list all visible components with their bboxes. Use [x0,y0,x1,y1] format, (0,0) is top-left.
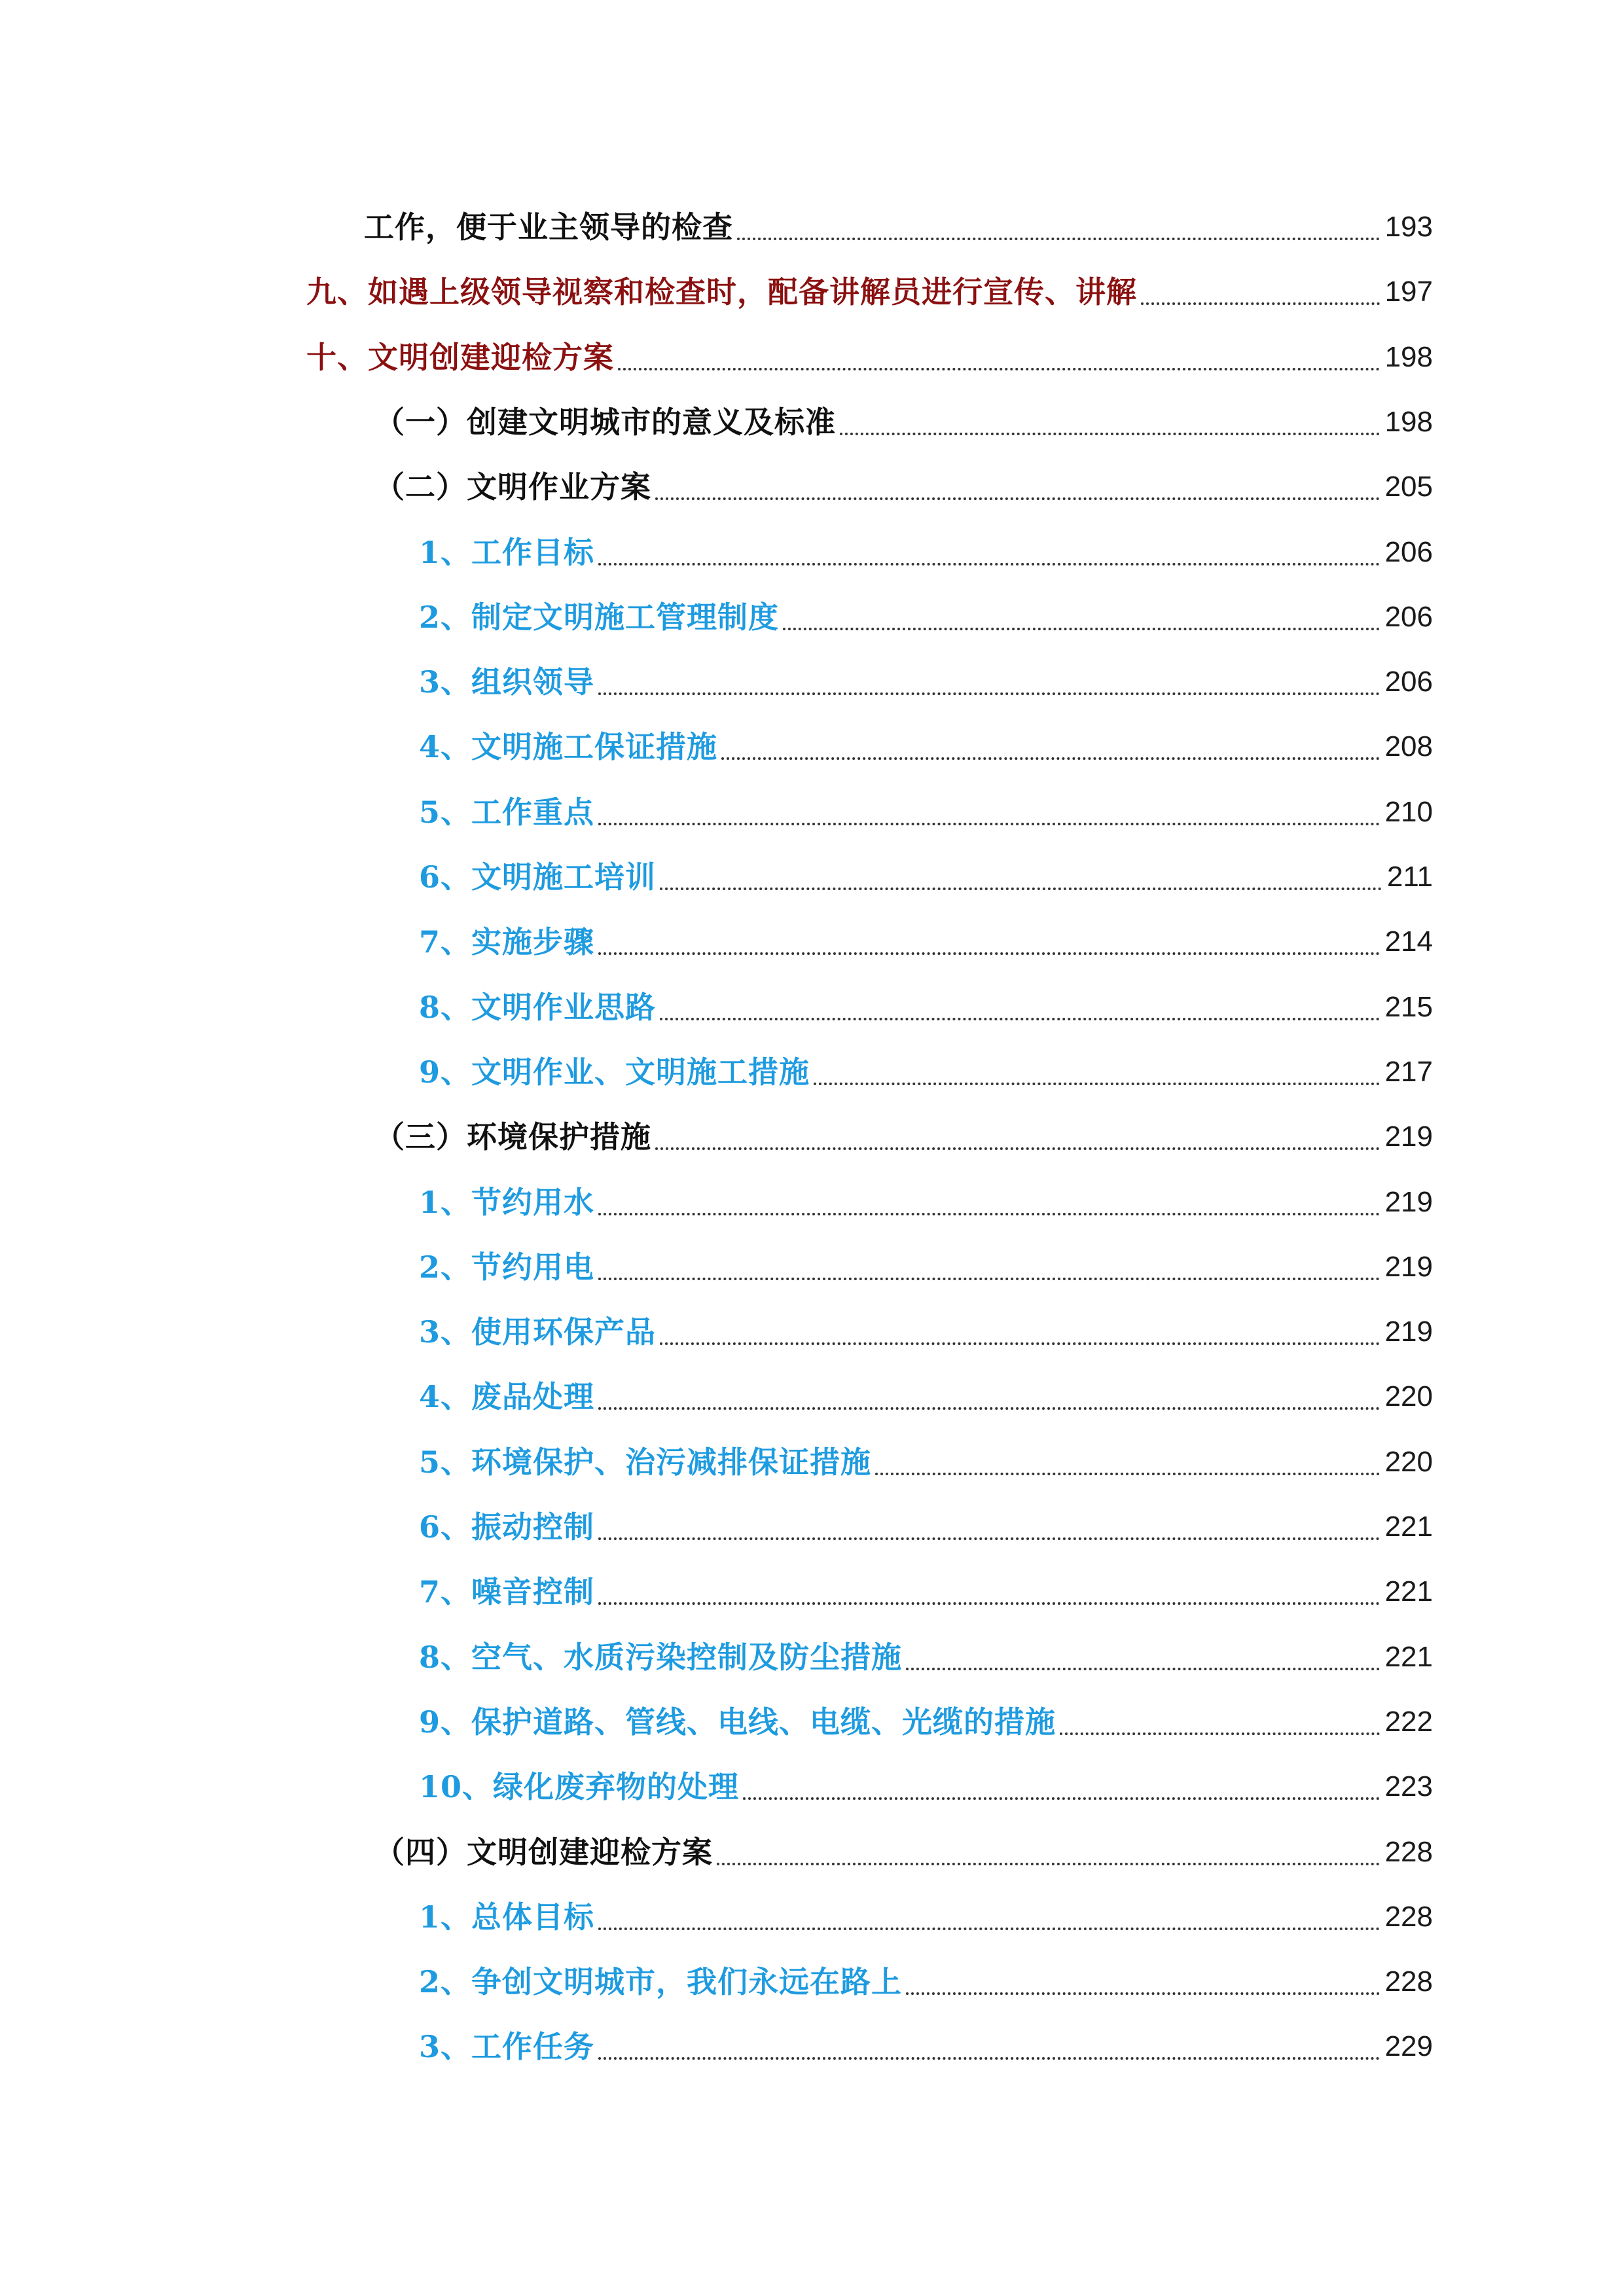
toc-entry[interactable] [419,1178,1433,1227]
toc-page-number: 206 [1384,666,1433,698]
toc-entry[interactable] [419,1048,1433,1096]
toc-entry-title: 4、文明施工保证措施 [419,729,718,765]
toc-entry[interactable] [374,398,1433,446]
toc-page-number: 219 [1384,1316,1433,1348]
dot-leader [875,1473,1380,1475]
dot-leader [598,692,1380,695]
toc-entry-title: 九、如遇上级领导视察和检查时，配备讲解员进行宣传、讲解 [306,274,1137,310]
toc-entry[interactable] [419,918,1433,966]
toc-entry-title: （四）文明创建迎检方案 [374,1834,713,1870]
toc-page-number: 229 [1384,2030,1433,2063]
toc-page-number: 206 [1384,600,1433,633]
toc-entry-title: 8、文明作业思路 [419,989,657,1025]
toc-page-number: 221 [1384,1511,1433,1543]
dot-leader [906,1668,1380,1670]
toc-entry[interactable] [419,853,1433,901]
toc-entry[interactable] [419,983,1433,1031]
toc-page-number: 220 [1384,1445,1433,1478]
dot-leader [598,2057,1380,2060]
toc-page-number: 228 [1384,1965,1433,1998]
toc-entry[interactable] [374,1828,1433,1876]
dot-leader [717,1863,1380,1865]
dot-leader [598,823,1380,825]
toc-page-number: 208 [1384,730,1433,763]
toc-page-number: 221 [1384,1640,1433,1673]
toc-entry-title: 3、组织领导 [419,664,595,700]
toc-entry[interactable] [419,788,1433,836]
toc-entry-title: 9、保护道路、管线、电线、电缆、光缆的措施 [419,1704,1056,1740]
toc-page-number: 219 [1384,1250,1433,1283]
toc-page-number: 217 [1384,1055,1433,1088]
toc-entry-title: 2、节约用电 [419,1249,595,1285]
toc-entry-title: 9、文明作业、文明施工措施 [419,1054,810,1090]
toc-entry[interactable] [419,1698,1433,1746]
dot-leader [598,1602,1380,1605]
toc-entry[interactable] [419,1438,1433,1486]
dot-leader [660,888,1382,890]
toc-entry[interactable] [419,1308,1433,1356]
dot-leader [737,238,1380,240]
dot-leader [598,1407,1380,1410]
toc-entry-title: （三）环境保护措施 [374,1119,651,1155]
toc-page-number: 221 [1384,1575,1433,1608]
toc-page-number: 198 [1384,340,1433,373]
toc-page-number: 228 [1384,1900,1433,1933]
toc-entry[interactable] [419,1958,1433,2006]
dot-leader [598,563,1380,565]
toc-entry-title: 7、实施步骤 [419,924,595,960]
toc-entry[interactable] [419,2022,1433,2071]
dot-leader [655,1147,1380,1150]
toc-entry[interactable] [374,1113,1433,1161]
dot-leader [721,757,1380,760]
toc-page-number: 214 [1384,925,1433,958]
dot-leader [906,1992,1380,1995]
toc-entry[interactable] [419,593,1433,641]
toc-entry-title: 7、噪音控制 [419,1574,595,1610]
toc-entry[interactable] [419,528,1433,577]
toc-entry-title: 1、总体目标 [419,1899,595,1935]
toc-page-number: 219 [1384,1185,1433,1218]
dot-leader [1060,1732,1380,1735]
toc-entry[interactable] [419,1243,1433,1291]
toc-page-number: 198 [1384,405,1433,438]
dot-leader [743,1797,1380,1800]
toc-entry[interactable] [419,658,1433,706]
toc-entry-title: 6、振动控制 [419,1509,595,1545]
toc-page-number: 197 [1384,276,1433,308]
dot-leader [598,1213,1380,1215]
dot-leader [660,1342,1380,1345]
toc-entry-title: 3、工作任务 [419,2029,595,2065]
toc-entry[interactable] [374,463,1433,511]
dot-leader [655,497,1380,500]
toc-entry-title: 5、工作重点 [419,794,595,830]
dot-leader [783,628,1380,630]
toc-entry-title: 10、绿化废弃物的处理 [419,1769,740,1805]
toc-entry-title: 8、空气、水质污染控制及防尘措施 [419,1639,903,1675]
toc-entry-title: （二）文明作业方案 [374,469,651,505]
toc-entry-title: 1、工作目标 [419,534,595,570]
toc-entry-title: 3、使用环保产品 [419,1314,657,1350]
dot-leader [618,368,1380,370]
toc-page-number: 215 [1384,990,1433,1023]
toc-entry-title: 2、争创文明城市，我们永远在路上 [419,1964,903,2000]
toc-entry-title: 工作，便于业主领导的检查 [364,209,733,245]
toc-entry[interactable] [306,333,1433,382]
toc-entry-title: 1、节约用水 [419,1184,595,1220]
toc-entry[interactable] [419,1893,1433,1941]
toc-entry-title: 6、文明施工培训 [419,859,657,895]
toc-entry[interactable] [419,723,1433,771]
toc-page-number: 205 [1384,471,1433,503]
dot-leader [598,1537,1380,1540]
toc-page-number: 222 [1384,1705,1433,1738]
toc-page-number: 210 [1384,795,1433,828]
toc-page-number: 219 [1384,1121,1433,1153]
toc-entry[interactable] [419,1633,1433,1681]
dot-leader [814,1083,1380,1085]
toc-entry[interactable] [419,1763,1433,1811]
toc-page-number: 228 [1384,1835,1433,1868]
toc-page-number: 220 [1384,1380,1433,1413]
toc-page-number: 206 [1384,535,1433,568]
toc-entry-title: 十、文明创建迎检方案 [306,339,614,375]
dot-leader [840,433,1380,435]
toc-entry-title: 5、环境保护、治污减排保证措施 [419,1444,872,1480]
toc-page-number: 193 [1384,211,1433,243]
toc-entry[interactable] [419,1372,1433,1421]
toc-entry[interactable] [364,203,1433,251]
dot-leader [660,1018,1380,1020]
dot-leader [598,952,1380,955]
toc-entry[interactable] [419,1568,1433,1616]
toc-page-number: 211 [1386,861,1433,893]
dot-leader [598,1928,1380,1930]
toc-entry-title: 2、制定文明施工管理制度 [419,599,780,635]
toc-entry[interactable] [306,268,1433,316]
dot-leader [598,1278,1380,1280]
toc-entry-title: （一）创建文明城市的意义及标准 [374,404,836,440]
toc-entry[interactable] [419,1503,1433,1551]
dot-leader [1141,302,1380,305]
toc-entry-title: 4、废品处理 [419,1379,595,1415]
toc-page-number: 223 [1384,1770,1433,1803]
